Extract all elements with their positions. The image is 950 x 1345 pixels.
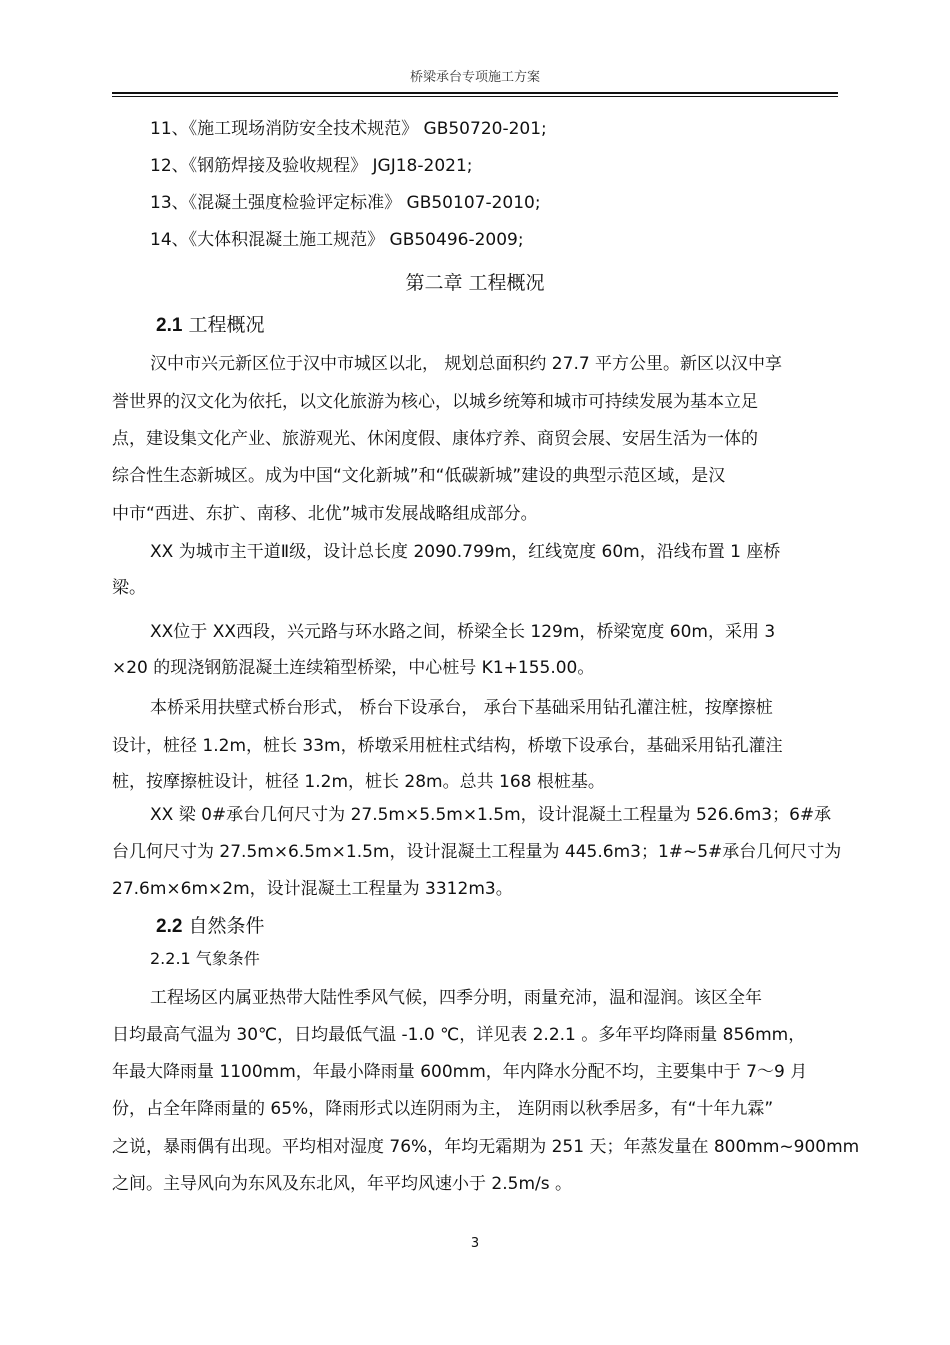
reference-item: 14、《大体积混凝土施工规范》 GB50496-2009; <box>150 230 524 250</box>
section-heading <box>156 914 264 939</box>
reference-item: 13、《混凝土强度检验评定标准》 GB50107-2010; <box>150 193 541 213</box>
paragraph-line: 点，建设集文化产业、旅游观光、休闲度假、康体疗养、商贸会展、安居生活为一体的 <box>112 429 758 449</box>
paragraph-line: ×20 的现浇钢筋混凝土连续箱型桥梁，中心桩号 K1+155.00。 <box>112 658 595 678</box>
paragraph-line: 综合性生态新城区。成为中国“文化新城”和“低碳新城”建设的典型示范区域，是汉 <box>112 466 726 486</box>
paragraph-line: 设计，桩径 1.2m，桩长 33m，桥墩采用桩柱式结构，桥墩下设承台，基础采用钻孔灌注 <box>112 736 783 756</box>
paragraph-line: 27.6m×6m×2m，设计混凝土工程量为 3312m3。 <box>112 879 513 899</box>
paragraph-line: XX 为城市主干道Ⅱ级，设计总长度 2090.799m，红线宽度 60m，沿线布置 1 座桥 <box>150 542 781 562</box>
paragraph-line: 梁。 <box>112 578 146 598</box>
paragraph-line: 之说，暴雨偶有出现。平均相对湿度 76%，年均无霜期为 251 天；年蒸发量在 800mm~900mm <box>112 1137 860 1157</box>
reference-item: 12、《钢筋焊接及验收规程》 JGJ18-2021; <box>150 156 473 176</box>
subsection-heading: 2.2.1 气象条件 <box>150 949 260 968</box>
paragraph-line: 之间。主导风向为东风及东北风，年平均风速小于 2.5m/s 。 <box>112 1174 572 1194</box>
page-number: 3 <box>470 1236 480 1251</box>
paragraph-line: 汉中市兴元新区位于汉中市城区以北， 规划总面积约 27.7 平方公里。新区以汉中享 <box>150 354 783 374</box>
header-rule-thick <box>112 92 838 94</box>
header-rule-thin <box>112 96 838 97</box>
paragraph-line: 年最大降雨量 1100mm，年最小降雨量 600mm，年内降水分配不均，主要集中于 7～9 月 <box>112 1062 808 1082</box>
paragraph-line: 日均最高气温为 30℃，日均最低气温 -1.0 ℃，详见表 2.2.1 。多年平均降雨量 856mm， <box>112 1025 806 1045</box>
paragraph-line: 份，占全年降雨量的 65%，降雨形式以连阴雨为主， 连阴雨以秋季居多，有“十年九霖” <box>112 1099 774 1119</box>
paragraph-line: 桩，按摩擦桩设计，桩径 1.2m，桩长 28m。总共 168 根桩基。 <box>112 772 605 792</box>
running-header: 桥梁承台专项施工方案 <box>409 70 540 85</box>
reference-item: 11、《施工现场消防安全技术规范》 GB50720-201; <box>150 119 547 139</box>
paragraph-line: XX 梁 0#承台几何尺寸为 27.5m×5.5m×1.5m，设计混凝土工程量为 526.6m3；6#承 <box>150 805 832 825</box>
paragraph-line: XX位于 XX西段，兴元路与环水路之间，桥梁全长 129m，桥梁宽度 60m，采用 3 <box>150 622 776 642</box>
paragraph-line: 工程场区内属亚热带大陆性季风气候，四季分明，雨量充沛，温和湿润。该区全年 <box>150 988 762 1008</box>
section-number: 2.1 <box>156 315 183 336</box>
chapter-title: 第二章 工程概况 <box>405 272 545 294</box>
section-title: 自然条件 <box>188 915 265 937</box>
paragraph-line: 本桥采用扶壁式桥台形式， 桥台下设承台， 承台下基础采用钻孔灌注桩，按摩擦桩 <box>150 698 773 718</box>
paragraph-line: 台几何尺寸为 27.5m×6.5m×1.5m，设计混凝土工程量为 445.6m3；1#~5#承台几何尺寸为 <box>112 842 842 862</box>
section-heading <box>156 313 264 338</box>
paragraph-line: 中市“西进、东扩、南移、北优”城市发展战略组成部分。 <box>112 504 538 524</box>
section-number: 2.2 <box>156 916 183 937</box>
section-title: 工程概况 <box>188 314 265 336</box>
paragraph-line: 誉世界的汉文化为依托，以文化旅游为核心，以城乡统筹和城市可持续发展为基本立足 <box>112 392 758 412</box>
